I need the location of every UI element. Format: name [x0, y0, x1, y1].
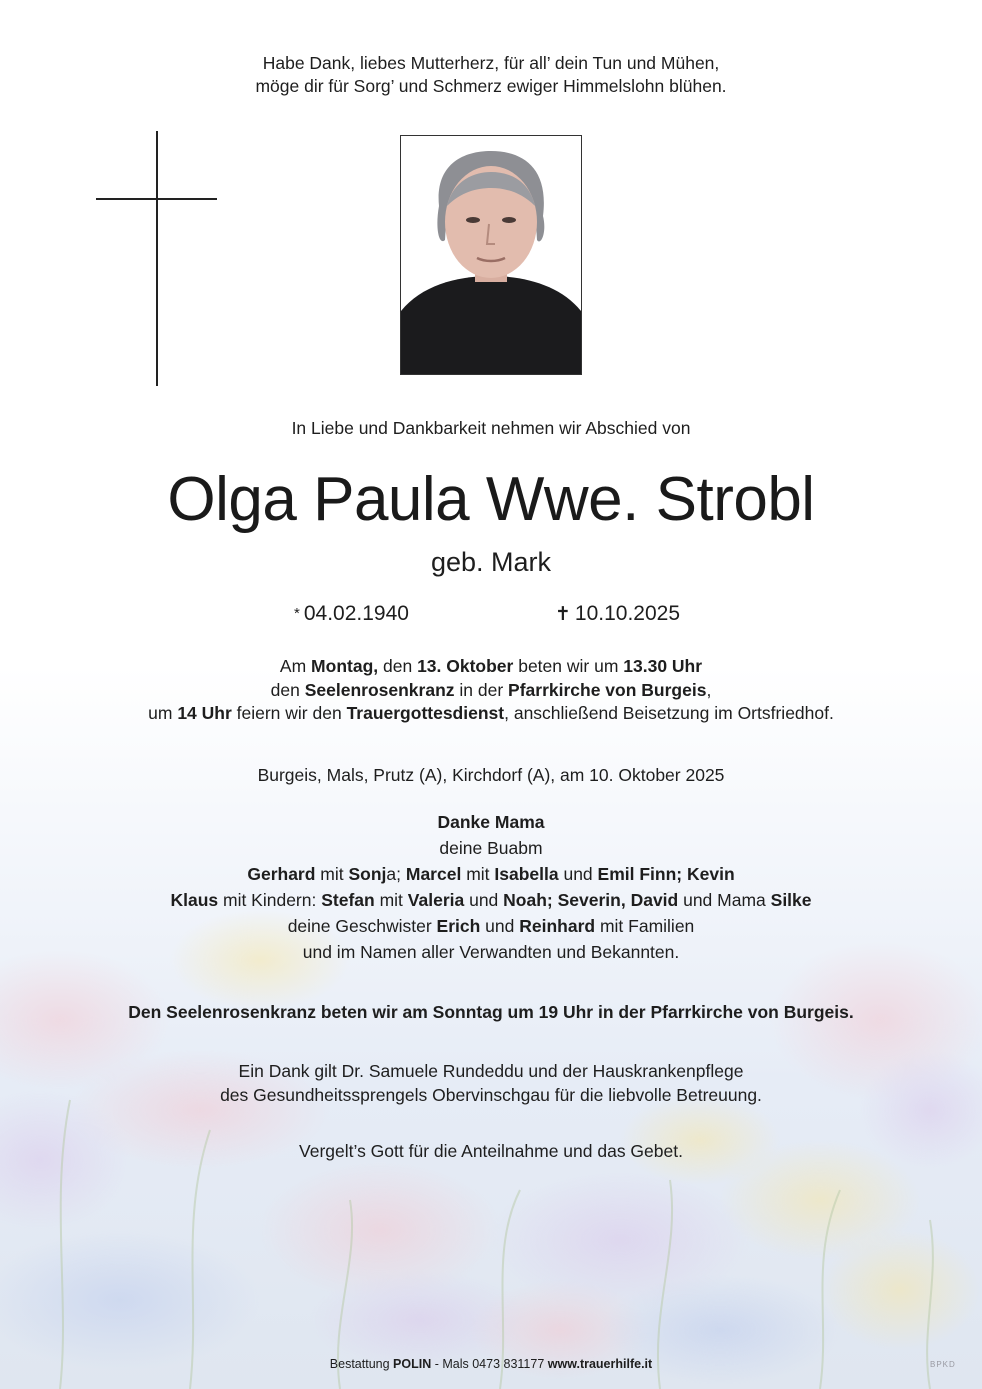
text: a; [386, 864, 406, 884]
portrait-photo [400, 135, 582, 375]
text: und [480, 916, 520, 936]
text: mit [461, 864, 495, 884]
text: Gerhard [247, 864, 316, 884]
family-line-3 [0, 861, 982, 887]
text: deine Geschwister [287, 916, 437, 936]
text: den [270, 679, 305, 700]
service-line-1 [0, 655, 982, 679]
place-and-date: Burgeis, Mals, Prutz (A), Kirchdorf (A), am 10. Oktober 2025 [257, 765, 725, 785]
text: den [378, 656, 418, 676]
text: Noah; Severin, David [503, 890, 679, 910]
birth-date [294, 600, 409, 628]
rosary-note: Den Seelenrosenkranz beten wir am Sonntag um 19 Uhr in der Pfarrkirche von Burgeis. [128, 1002, 854, 1022]
church: Pfarrkirche von Burgeis [508, 679, 707, 700]
watermark-logo: BPKD [930, 1360, 956, 1369]
text: mit [374, 890, 408, 910]
service-details [0, 655, 982, 726]
time: 13.30 Uhr [623, 656, 703, 676]
funeral-home-footer [0, 1357, 982, 1371]
text: Valeria [407, 890, 465, 910]
text: Erich [436, 916, 481, 936]
death-cross-icon: ✝ [555, 603, 571, 625]
text: Isabella [494, 864, 559, 884]
text: Marcel [405, 864, 462, 884]
birth-date-value: 04.02.1940 [303, 602, 409, 625]
cross-icon-bar [96, 198, 217, 200]
text: Reinhard [519, 916, 596, 936]
death-date [555, 600, 680, 628]
mourners-list [0, 809, 982, 965]
portrait-illustration [401, 136, 581, 374]
service-line-3 [0, 702, 982, 726]
text: , anschließend Beisetzung im Ortsfriedhof. [504, 703, 834, 723]
time: 14 Uhr [177, 703, 232, 723]
deceased-name: Olga Paula Wwe. Strobl [167, 465, 815, 534]
text: , [706, 679, 712, 700]
text: und Mama [678, 890, 771, 910]
text: mit Kindern: [218, 890, 322, 910]
thanks-line-1: Ein Dank gilt Dr. Samuele Rundeddu und der Hauskrankenpflege [238, 1061, 744, 1081]
birth-star-icon: * [294, 605, 300, 622]
text: in der [454, 679, 509, 700]
text: Stefan [321, 890, 375, 910]
farewell-intro: In Liebe und Dankbarkeit nehmen wir Abschied von [291, 418, 691, 438]
text: Sonj [348, 864, 387, 884]
text: Klaus [170, 890, 219, 910]
text: Am [279, 656, 312, 676]
maiden-name: geb. Mark [430, 547, 552, 577]
closing-line: Vergelt’s Gott für die Anteilnahme und das Gebet. [299, 1141, 683, 1161]
family-line-1 [0, 809, 982, 835]
thanks-line-2: des Gesundheitssprengels Obervinschgau für die liebvolle Betreuung. [220, 1084, 762, 1105]
text: um [148, 703, 178, 723]
phone: - Mals 0473 831177 [431, 1357, 548, 1371]
funeral-home-name: POLIN [393, 1357, 432, 1371]
text: Bestattung [329, 1357, 394, 1371]
text: beten wir um [513, 656, 624, 676]
rosary: Seelenrosenkranz [304, 679, 455, 700]
family-line-2: deine Buabm [439, 838, 543, 858]
text: und [464, 890, 504, 910]
death-date-value: 10.10.2025 [574, 602, 681, 625]
website-link[interactable]: www.trauerhilfe.it [547, 1357, 653, 1371]
text: mit [315, 864, 349, 884]
cross-icon [156, 131, 158, 386]
text: Danke Mama [437, 812, 545, 832]
date: 13. Oktober [417, 656, 514, 676]
text: feiern wir den [231, 703, 347, 723]
verse-line-2: möge dir für Sorg’ und Schmerz ewiger Himmelslohn blühen. [255, 76, 727, 96]
family-line-5 [0, 913, 982, 939]
service-line-2 [0, 679, 982, 703]
family-line-4 [0, 887, 982, 913]
funeral-mass: Trauergottesdienst [346, 703, 505, 723]
text: und [558, 864, 598, 884]
text: mit Familien [595, 916, 695, 936]
verse-line-1: Habe Dank, liebes Mutterherz, für all’ dein Tun und Mühen, [262, 53, 720, 73]
thanks-note [0, 1060, 982, 1107]
day: Montag, [311, 656, 379, 676]
family-line-6: und im Namen aller Verwandten und Bekannten. [302, 942, 680, 962]
text: Silke [770, 890, 812, 910]
text: Emil Finn; Kevin [597, 864, 735, 884]
memorial-verse [0, 52, 982, 98]
